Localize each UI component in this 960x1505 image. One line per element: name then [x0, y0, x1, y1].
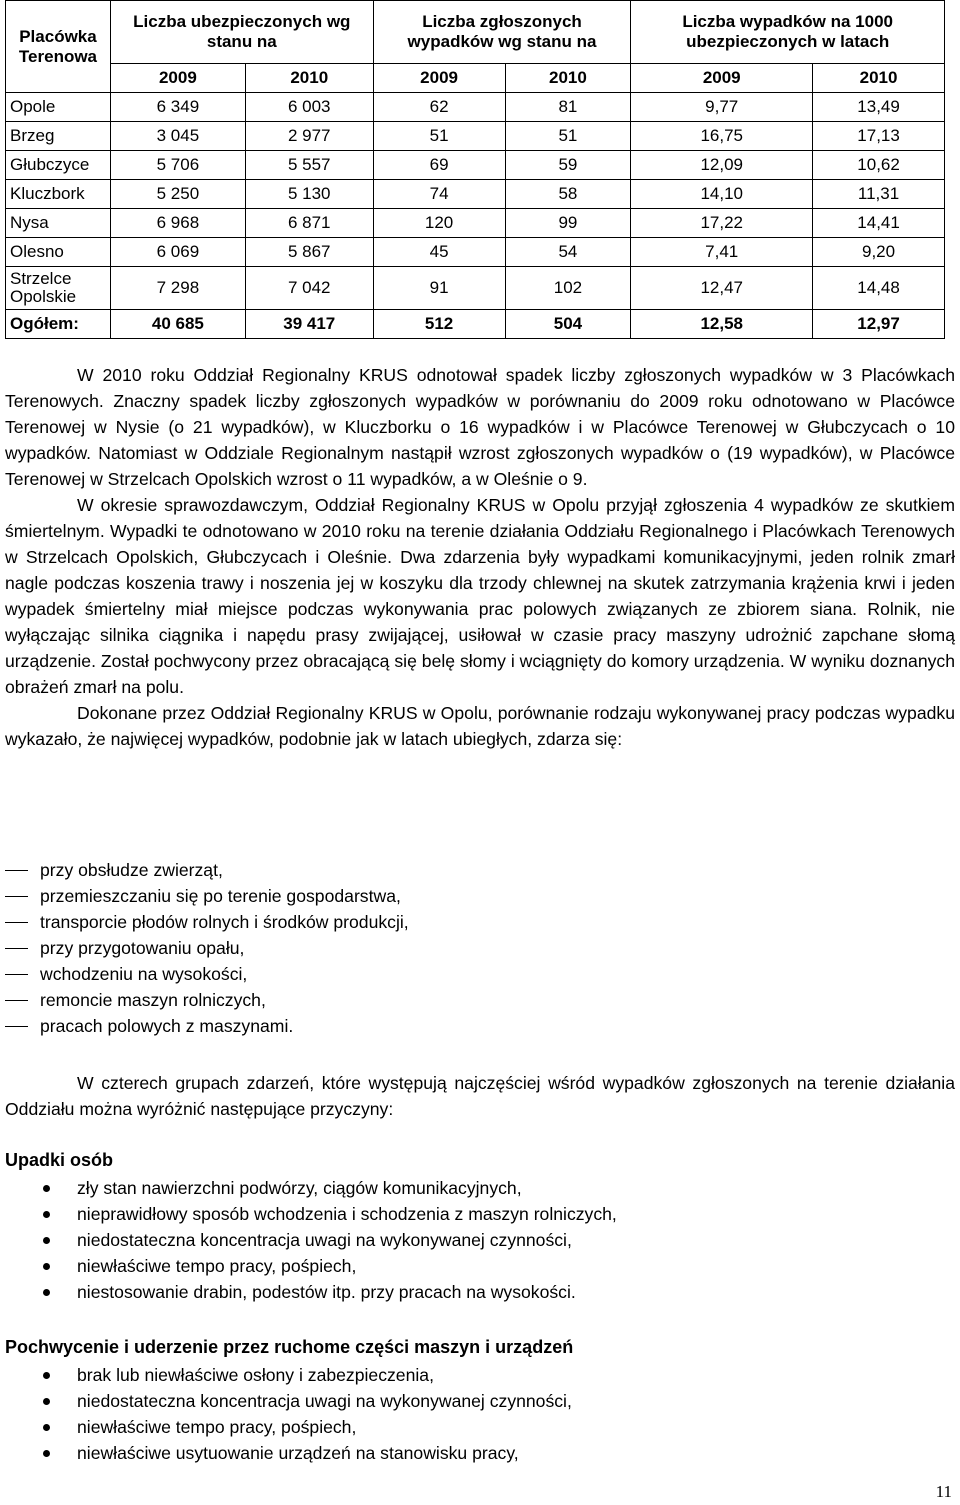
list-item-text: nieprawidłowy sposób wchodzenia i schodzenia z maszyn rolniczych,	[77, 1204, 617, 1224]
table-row	[6, 93, 945, 122]
list-item-text: pracach polowych z maszynami.	[40, 1016, 294, 1036]
row-name: Opole	[6, 93, 111, 122]
table-years-row	[6, 64, 945, 93]
table-cell: 74	[373, 180, 505, 209]
table-cell: 99	[505, 209, 631, 238]
list-item	[5, 1201, 905, 1227]
table-cell: 14,10	[631, 180, 813, 209]
table-cell: 6 003	[245, 93, 373, 122]
table-row	[6, 122, 945, 151]
table-cell: 51	[373, 122, 505, 151]
table-cell: 12,58	[631, 310, 813, 339]
list-item-text: transporcie płodów rolnych i środków produkcji,	[40, 912, 409, 932]
table-cell: 13,49	[813, 93, 945, 122]
row-name: Brzeg	[6, 122, 111, 151]
table-cell: 14,41	[813, 209, 945, 238]
table-cell: 69	[373, 151, 505, 180]
list-item-text: niedostateczna koncentracja uwagi na wykonywanej czynności,	[77, 1230, 572, 1250]
year-header: 2010	[245, 64, 373, 93]
table-cell: 6 871	[245, 209, 373, 238]
table-cell: 59	[505, 151, 631, 180]
table-cell: 9,77	[631, 93, 813, 122]
header-placowka: Placówka Terenowa	[6, 1, 111, 93]
year-header: 2010	[813, 64, 945, 93]
table-cell: 9,20	[813, 238, 945, 267]
page-number: 11	[935, 1482, 952, 1501]
list-item-text: remoncie maszyn rolniczych,	[40, 990, 266, 1010]
header-wskaznik: Liczba wypadków na 1000 ubezpieczonych w latach	[631, 1, 945, 64]
list-item	[5, 935, 905, 961]
row-name: Olesno	[6, 238, 111, 267]
table-cell: 5 557	[245, 151, 373, 180]
list-item-text: przemieszczaniu się po terenie gospodarstwa,	[40, 886, 401, 906]
row-name: Kluczbork	[6, 180, 111, 209]
list-item	[5, 1013, 905, 1039]
bullet-icon	[43, 1237, 50, 1244]
list-item-text: niewłaściwe tempo pracy, pośpiech,	[77, 1417, 357, 1437]
list-item	[5, 1414, 905, 1440]
list-item	[5, 883, 905, 909]
table-row	[6, 238, 945, 267]
table-header-row	[6, 1, 945, 64]
list-item-text: wchodzeniu na wysokości,	[40, 964, 248, 984]
list-item-text: niewłaściwe usytuowanie urządzeń na stanowisku pracy,	[77, 1443, 519, 1463]
table-cell: 102	[505, 267, 631, 310]
list-item	[5, 857, 905, 883]
list-item	[5, 987, 905, 1013]
table-cell: 6 349	[110, 93, 245, 122]
table-cell: 39 417	[245, 310, 373, 339]
row-name: Nysa	[6, 209, 111, 238]
bullet-icon	[43, 1211, 50, 1218]
year-header: 2009	[373, 64, 505, 93]
table-cell: 504	[505, 310, 631, 339]
table-cell: 62	[373, 93, 505, 122]
table-row	[6, 209, 945, 238]
table-row	[6, 267, 945, 310]
list-item	[5, 909, 905, 935]
bullet-icon	[43, 1398, 50, 1405]
list-item-text: przy obsłudze zwierząt,	[40, 860, 223, 880]
bullet-icon	[43, 1372, 50, 1379]
table-cell: 12,47	[631, 267, 813, 310]
paragraph: W okresie sprawozdawczym, Oddział Regionalny KRUS w Opolu przyjął zgłoszenia 4 wypadków ze skutkiem śmiertelnym. Wypadki te odnotowano w 2010 roku na terenie działania Oddziału Regionalnego i Placówkach Terenowych w Strzelcach Opolskich, Głubczycach i Oleśnie. Dwa zdarzenia były wypadkami komunikacyjnymi, jeden rolnik zmarł nagle podczas koszenia trawy i noszenia jej w koszyku dla trzody chlewnej na skutek zatrzymania krążenia krwi i jeden wypadek śmiertelny miał miejsce podczas wykonywania prac polowych związanych ze zbiorem siana. Rolnik, nie wyłączając silnika ciągnika i napędu prasy zwijającej, usiłował w czasie pracy maszyny udrożnić zapchane słomą urządzenie. Został pochwycony przez obracającą się belę słomy i wciągnięty do komory urządzenia. W wyniku doznanych obrażeń zmarł na polu.	[5, 495, 955, 697]
table-cell: 5 130	[245, 180, 373, 209]
table-cell: 5 867	[245, 238, 373, 267]
dash-marker	[5, 948, 28, 949]
paragraph: Dokonane przez Oddział Regionalny KRUS w Opolu, porównanie rodzaju wykonywanej pracy podczas wypadku wykazało, że najwięcej wypadków, podobnie jak w latach ubiegłych, zdarza się:	[5, 703, 955, 749]
row-name: Strzelce Opolskie	[6, 267, 111, 310]
list-item	[5, 1253, 905, 1279]
year-header: 2009	[631, 64, 813, 93]
table-cell: 51	[505, 122, 631, 151]
paragraph: W 2010 roku Oddział Regionalny KRUS odnotował spadek liczby zgłoszonych wypadków w 3 Placówkach Terenowych. Znaczny spadek liczby zgłoszonych wypadków w porównaniu do 2009 roku odnotowano w Placówce Terenowej w Nysie (o 21 wypadków), w Kluczborku o 16 wypadków i w Placówce Terenowej w Głubczycach o 10 wypadków. Natomiast w Oddziale Regionalnym nastąpił wzrost zgłoszonych wypadków o (19 wypadków), w Placówce Terenowej w Strzelcach Opolskich wzrost o 11 wypadków, a w Oleśnie o 9.	[5, 365, 955, 489]
work-type-list	[5, 857, 905, 1039]
table-cell: 40 685	[110, 310, 245, 339]
bullet-icon	[43, 1185, 50, 1192]
header-ubezpieczeni: Liczba ubezpieczonych wg stanu na	[110, 1, 373, 64]
list-item	[5, 1227, 905, 1253]
table-cell: 58	[505, 180, 631, 209]
table-cell: 6 968	[110, 209, 245, 238]
table-cell: 14,48	[813, 267, 945, 310]
list-item	[5, 1440, 905, 1466]
table-cell: 5 706	[110, 151, 245, 180]
table-cell: 5 250	[110, 180, 245, 209]
accident-statistics-table	[5, 0, 945, 339]
table-cell: 11,31	[813, 180, 945, 209]
table-total-row	[6, 310, 945, 339]
table-cell: 81	[505, 93, 631, 122]
table-cell: 7 042	[245, 267, 373, 310]
list-item	[5, 1388, 905, 1414]
table-cell: 3 045	[110, 122, 245, 151]
list-item	[5, 1175, 905, 1201]
paragraph-block-2	[5, 1070, 955, 1122]
dash-marker	[5, 1026, 28, 1027]
bullet-icon	[43, 1263, 50, 1270]
paragraph-block-1	[5, 362, 955, 752]
table-cell: 7 298	[110, 267, 245, 310]
row-name: Ogółem:	[6, 310, 111, 339]
dash-marker	[5, 974, 28, 975]
header-wypadki: Liczba zgłoszonych wypadków wg stanu na	[373, 1, 631, 64]
list-item-text: niedostateczna koncentracja uwagi na wykonywanej czynności,	[77, 1391, 572, 1411]
table-cell: 120	[373, 209, 505, 238]
bullet-icon	[43, 1289, 50, 1296]
year-header: 2009	[110, 64, 245, 93]
list-item-text: przy przygotowaniu opału,	[40, 938, 245, 958]
table-cell: 7,41	[631, 238, 813, 267]
table-row	[6, 151, 945, 180]
list-item	[5, 961, 905, 987]
dash-marker	[5, 922, 28, 923]
table-cell: 10,62	[813, 151, 945, 180]
table-cell: 12,97	[813, 310, 945, 339]
list-item	[5, 1279, 905, 1305]
year-header: 2010	[505, 64, 631, 93]
dash-marker	[5, 1000, 28, 1001]
table-cell: 6 069	[110, 238, 245, 267]
dash-marker	[5, 896, 28, 897]
list-item-text: brak lub niewłaściwe osłony i zabezpieczenia,	[77, 1365, 434, 1385]
section-title-falls: Upadki osób	[5, 1150, 114, 1170]
table-cell: 2 977	[245, 122, 373, 151]
table-cell: 45	[373, 238, 505, 267]
list-item-text: niestosowanie drabin, podestów itp. przy pracach na wysokości.	[77, 1282, 576, 1302]
table-cell: 17,22	[631, 209, 813, 238]
table-cell: 16,75	[631, 122, 813, 151]
bullet-icon	[43, 1450, 50, 1457]
row-name: Głubczyce	[6, 151, 111, 180]
bullet-icon	[43, 1424, 50, 1431]
section-title-machinery: Pochwycenie i uderzenie przez ruchome części maszyn i urządzeń	[5, 1337, 574, 1357]
table-row	[6, 180, 945, 209]
machinery-causes-list	[5, 1362, 905, 1466]
dash-marker	[5, 870, 28, 871]
table-cell: 12,09	[631, 151, 813, 180]
table-cell: 512	[373, 310, 505, 339]
list-item-text: zły stan nawierzchni podwórzy, ciągów komunikacyjnych,	[77, 1178, 522, 1198]
table-cell: 54	[505, 238, 631, 267]
table-cell: 17,13	[813, 122, 945, 151]
list-item-text: niewłaściwe tempo pracy, pośpiech,	[77, 1256, 357, 1276]
table-cell: 91	[373, 267, 505, 310]
falls-causes-list	[5, 1175, 905, 1305]
list-item	[5, 1362, 905, 1388]
paragraph: W czterech grupach zdarzeń, które występują najczęściej wśród wypadków zgłoszonych na terenie działania Oddziału można wyróżnić następujące przyczyny:	[5, 1073, 955, 1119]
